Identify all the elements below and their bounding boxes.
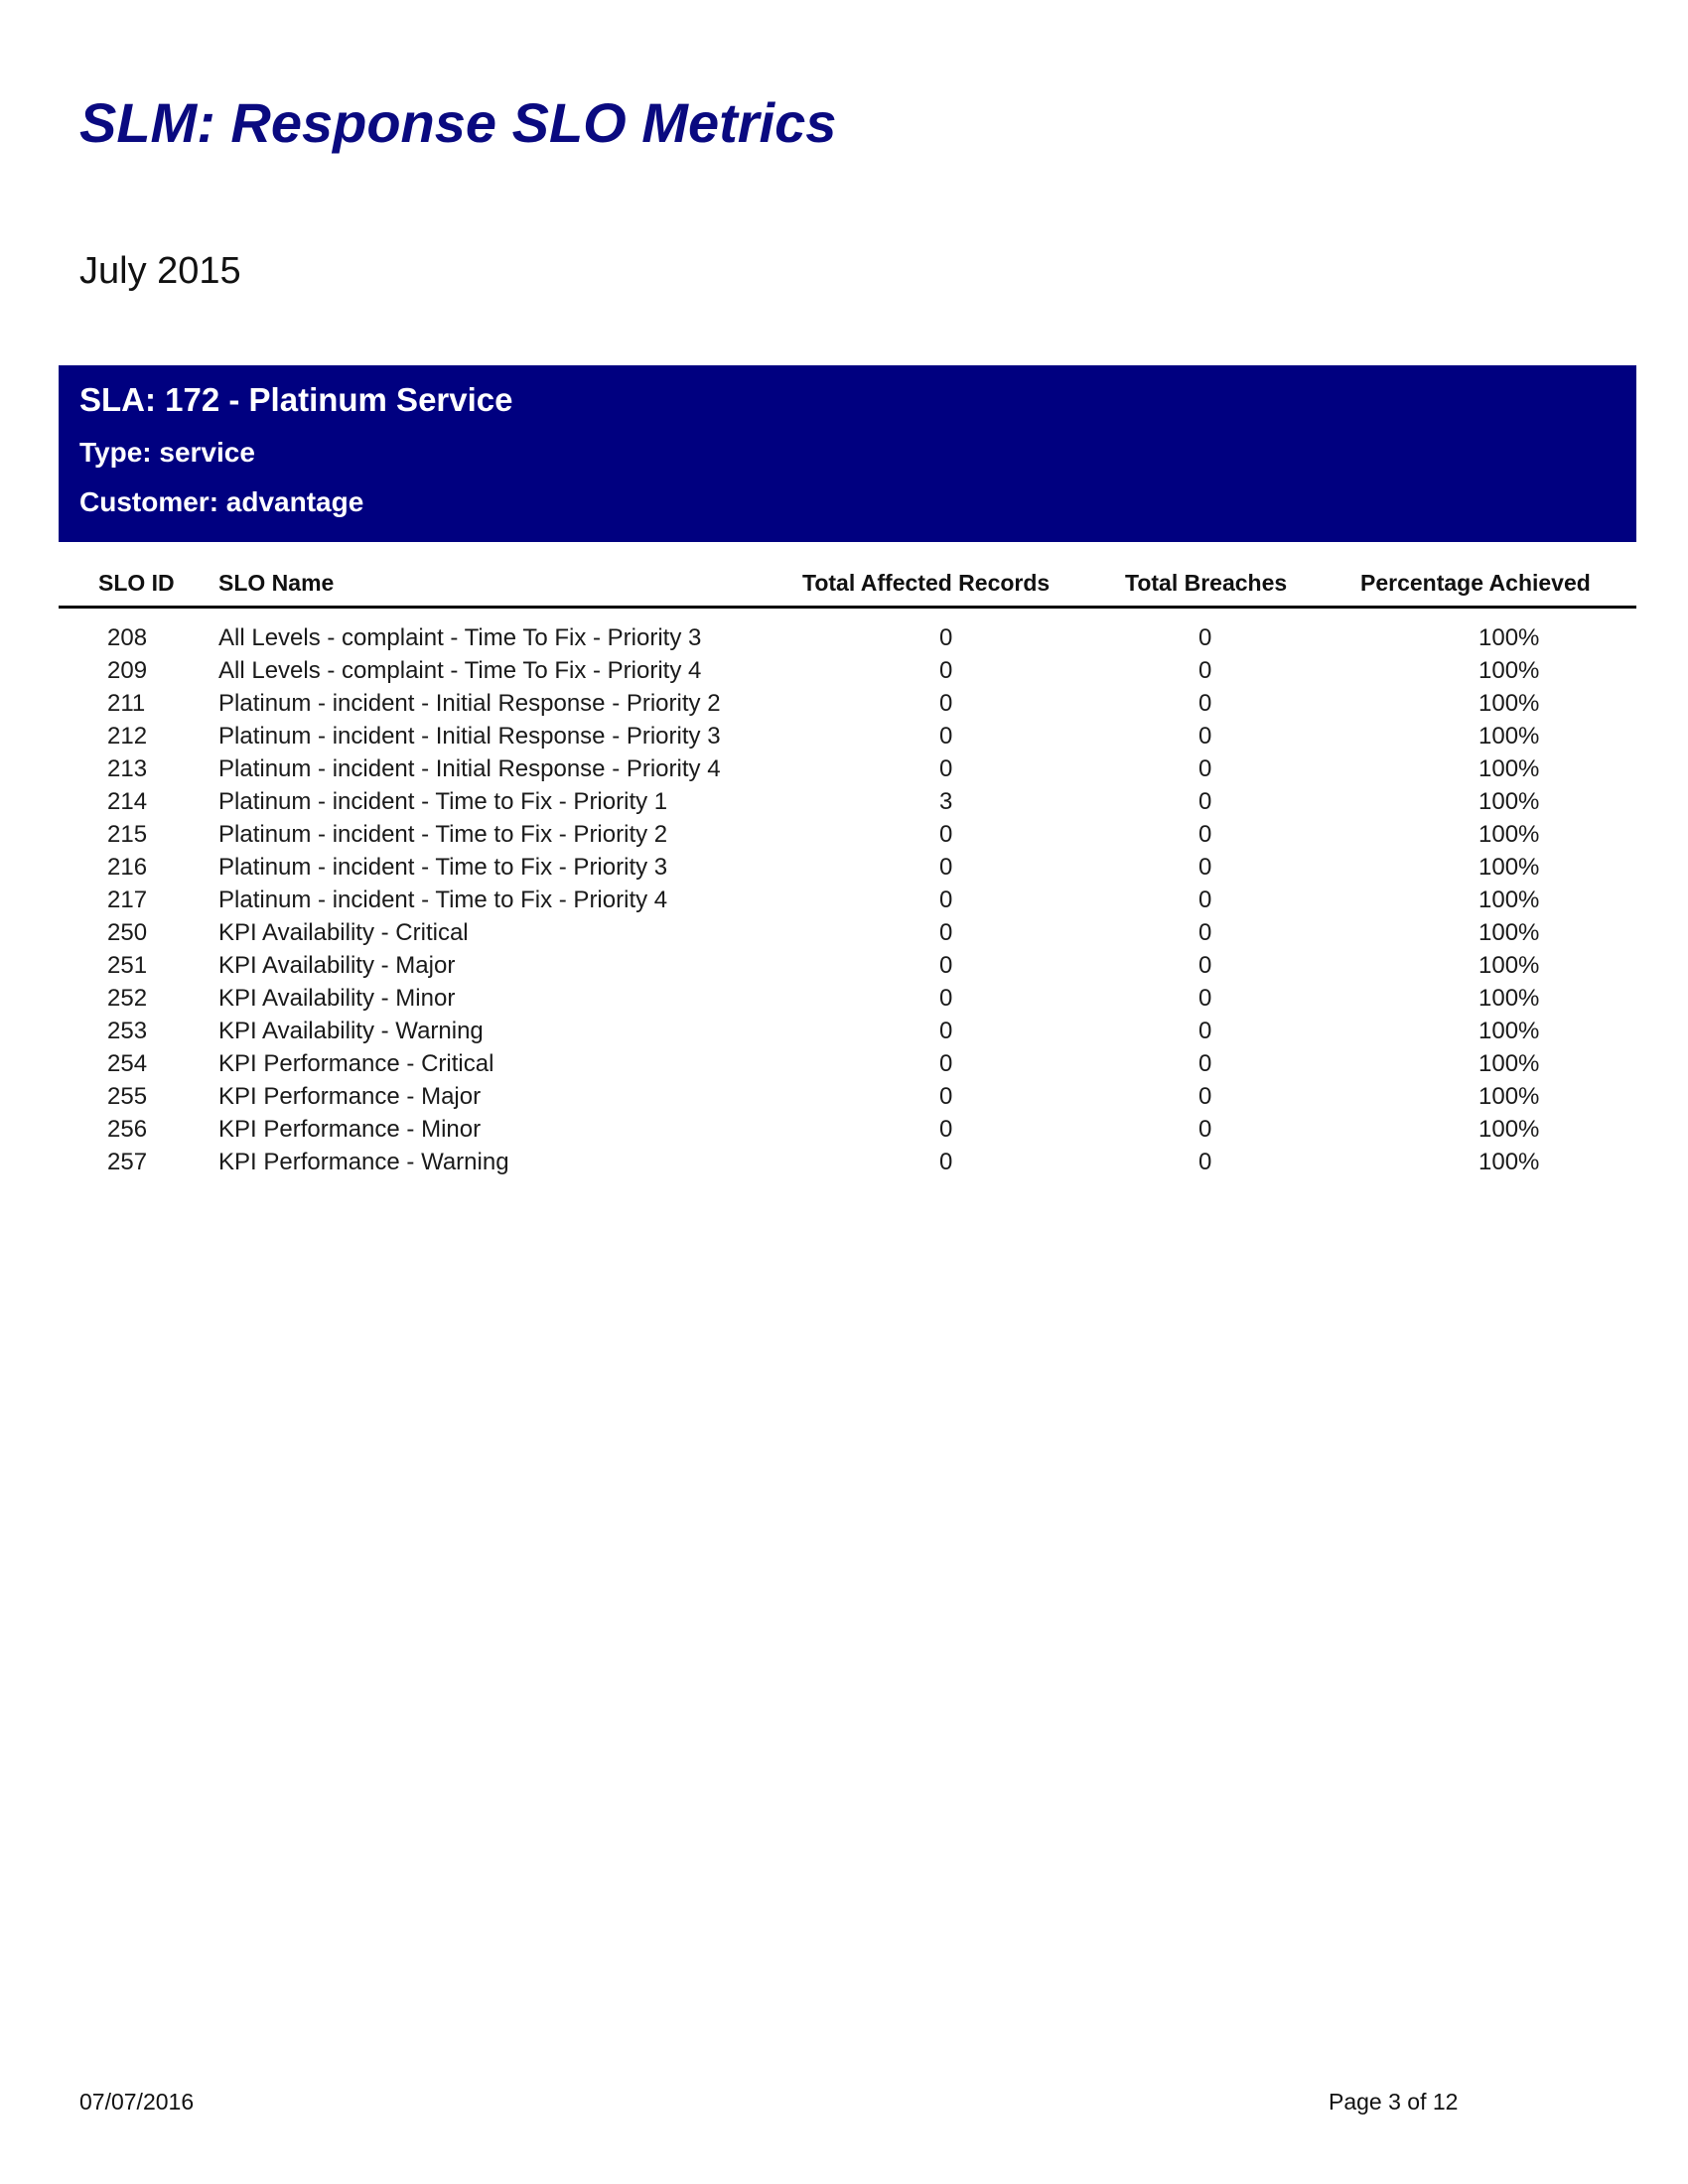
slo-id-cell: 212	[107, 723, 148, 750]
slo-id-cell: 253	[107, 1018, 148, 1044]
slo-id-cell: 255	[107, 1083, 148, 1110]
table-row	[59, 949, 1636, 982]
slo-id-cell: 211	[107, 690, 146, 717]
slo-id-cell: 208	[107, 624, 148, 651]
slo-name-cell: Platinum - incident - Time to Fix - Priority 3	[218, 854, 668, 881]
percentage-achieved-cell: 100%	[1478, 887, 1540, 913]
table-row	[59, 851, 1636, 884]
table-row	[59, 621, 1636, 654]
slo-name-cell: All Levels - complaint - Time To Fix - Priority 4	[218, 657, 702, 684]
total-affected-records-cell: 0	[939, 1083, 953, 1110]
slo-id-cell: 251	[107, 952, 148, 979]
sla-title: SLA: 172 - Platinum Service	[79, 381, 513, 418]
table-row	[59, 1113, 1636, 1146]
total-affected-records-cell: 0	[939, 657, 953, 684]
slo-id-cell: 209	[107, 657, 148, 684]
total-affected-records-cell: 0	[939, 624, 953, 651]
total-affected-records-cell: 0	[939, 985, 953, 1012]
total-affected-records-cell: 0	[939, 1149, 953, 1175]
table-row	[59, 1080, 1636, 1113]
total-breaches-cell: 0	[1198, 1149, 1212, 1175]
slo-name-cell: KPI Availability - Critical	[218, 919, 469, 946]
slo-id-cell: 254	[107, 1050, 148, 1077]
total-breaches-cell: 0	[1198, 821, 1212, 848]
percentage-achieved-cell: 100%	[1478, 1018, 1540, 1044]
percentage-achieved-cell: 100%	[1478, 690, 1540, 717]
slo-name-cell: KPI Performance - Critical	[218, 1050, 494, 1077]
slo-name-cell: Platinum - incident - Time to Fix - Priority 2	[218, 821, 668, 848]
percentage-achieved-cell: 100%	[1478, 952, 1540, 979]
slo-id-cell: 214	[107, 788, 148, 815]
table-row	[59, 982, 1636, 1015]
total-affected-records-cell: 0	[939, 1050, 953, 1077]
slo-id-cell: 252	[107, 985, 148, 1012]
percentage-achieved-cell: 100%	[1478, 1050, 1540, 1077]
slo-name-cell: KPI Availability - Major	[218, 952, 456, 979]
percentage-achieved-cell: 100%	[1478, 821, 1540, 848]
percentage-achieved-cell: 100%	[1478, 1083, 1540, 1110]
column-header-slo-id: SLO ID	[98, 570, 175, 596]
percentage-achieved-cell: 100%	[1478, 985, 1540, 1012]
table-row	[59, 654, 1636, 687]
total-breaches-cell: 0	[1198, 952, 1212, 979]
total-breaches-cell: 0	[1198, 657, 1212, 684]
total-breaches-cell: 0	[1198, 723, 1212, 750]
slo-name-cell: Platinum - incident - Initial Response - Priority 3	[218, 723, 721, 750]
total-affected-records-cell: 3	[939, 788, 953, 815]
table-row	[59, 1015, 1636, 1047]
table-row	[59, 1047, 1636, 1080]
total-affected-records-cell: 0	[939, 854, 953, 881]
total-affected-records-cell: 0	[939, 919, 953, 946]
total-breaches-cell: 0	[1198, 1116, 1212, 1143]
total-breaches-cell: 0	[1198, 985, 1212, 1012]
percentage-achieved-cell: 100%	[1478, 1116, 1540, 1143]
total-breaches-cell: 0	[1198, 854, 1212, 881]
table-row	[59, 785, 1636, 818]
table-row	[59, 720, 1636, 752]
total-breaches-cell: 0	[1198, 919, 1212, 946]
total-breaches-cell: 0	[1198, 690, 1212, 717]
footer-date: 07/07/2016	[79, 2089, 195, 2115]
sla-customer: Customer: advantage	[79, 486, 364, 517]
table-row	[59, 818, 1636, 851]
column-header-slo-name: SLO Name	[218, 570, 335, 596]
slo-name-cell: All Levels - complaint - Time To Fix - Priority 3	[218, 624, 702, 651]
slo-name-cell: Platinum - incident - Initial Response - Priority 4	[218, 755, 721, 782]
slo-name-cell: KPI Performance - Minor	[218, 1116, 482, 1143]
total-affected-records-cell: 0	[939, 952, 953, 979]
percentage-achieved-cell: 100%	[1478, 919, 1540, 946]
total-breaches-cell: 0	[1198, 1083, 1212, 1110]
table-row	[59, 884, 1636, 916]
table-header	[59, 556, 1636, 609]
total-breaches-cell: 0	[1198, 1050, 1212, 1077]
total-breaches-cell: 0	[1198, 624, 1212, 651]
report-title: SLM: Response SLO Metrics	[79, 91, 837, 154]
table-row	[59, 1146, 1636, 1178]
slo-metrics-table	[59, 556, 1636, 1178]
sla-banner	[59, 365, 1636, 542]
percentage-achieved-cell: 100%	[1478, 788, 1540, 815]
percentage-achieved-cell: 100%	[1478, 1149, 1540, 1175]
slo-id-cell: 217	[107, 887, 148, 913]
slo-id-cell: 216	[107, 854, 148, 881]
total-affected-records-cell: 0	[939, 690, 953, 717]
total-affected-records-cell: 0	[939, 1116, 953, 1143]
total-affected-records-cell: 0	[939, 887, 953, 913]
percentage-achieved-cell: 100%	[1478, 657, 1540, 684]
report-period: July 2015	[79, 250, 241, 292]
slo-id-cell: 250	[107, 919, 148, 946]
percentage-achieved-cell: 100%	[1478, 755, 1540, 782]
slo-id-cell: 213	[107, 755, 148, 782]
column-header-total-affected-records: Total Affected Records	[802, 570, 1051, 596]
total-affected-records-cell: 0	[939, 1018, 953, 1044]
total-affected-records-cell: 0	[939, 821, 953, 848]
total-breaches-cell: 0	[1198, 887, 1212, 913]
column-header-total-breaches: Total Breaches	[1125, 570, 1288, 596]
table-row	[59, 752, 1636, 785]
percentage-achieved-cell: 100%	[1478, 854, 1540, 881]
total-affected-records-cell: 0	[939, 755, 953, 782]
slo-id-cell: 215	[107, 821, 148, 848]
slo-name-cell: Platinum - incident - Time to Fix - Priority 4	[218, 887, 668, 913]
table-row	[59, 916, 1636, 949]
percentage-achieved-cell: 100%	[1478, 723, 1540, 750]
total-breaches-cell: 0	[1198, 788, 1212, 815]
total-breaches-cell: 0	[1198, 1018, 1212, 1044]
slo-name-cell: KPI Performance - Warning	[218, 1149, 509, 1175]
percentage-achieved-cell: 100%	[1478, 624, 1540, 651]
slo-id-cell: 257	[107, 1149, 148, 1175]
slo-name-cell: Platinum - incident - Time to Fix - Priority 1	[218, 788, 668, 815]
footer-page-number: Page 3 of 12	[1329, 2089, 1459, 2115]
total-affected-records-cell: 0	[939, 723, 953, 750]
column-header-percentage-achieved: Percentage Achieved	[1360, 570, 1591, 596]
table-row	[59, 687, 1636, 720]
slo-id-cell: 256	[107, 1116, 148, 1143]
sla-type: Type: service	[79, 437, 255, 468]
slo-name-cell: KPI Availability - Minor	[218, 985, 456, 1012]
slo-name-cell: KPI Availability - Warning	[218, 1018, 484, 1044]
slo-name-cell: Platinum - incident - Initial Response - Priority 2	[218, 690, 721, 717]
slo-name-cell: KPI Performance - Major	[218, 1083, 482, 1110]
total-breaches-cell: 0	[1198, 755, 1212, 782]
table-body	[59, 609, 1636, 1178]
